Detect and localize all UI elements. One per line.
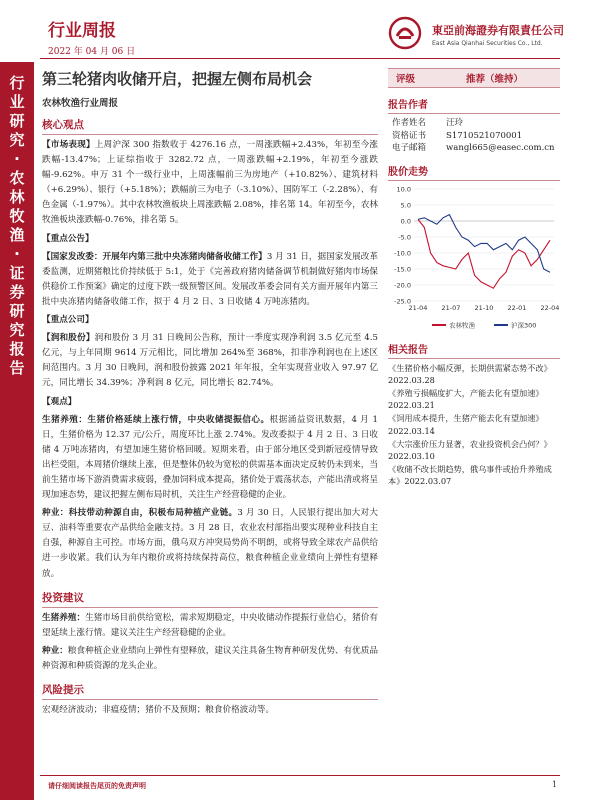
sidebar-char: 报 xyxy=(9,340,25,358)
main-column xyxy=(42,64,378,718)
page-number: 1 xyxy=(552,780,558,789)
related-heading: 相关报告 xyxy=(388,341,560,359)
author-info xyxy=(388,117,560,155)
x-tick-label: 21-07 xyxy=(441,303,461,312)
author-key: 电子邮箱 xyxy=(392,143,427,153)
pig-text: 根据涌益资讯数据，4 月 1 日，生猪价格为 12.37 元/公斤，周度环比上涨 2.74%。发改委拟于 4 月 2 日、3 日收储 4 万吨冻猪肉，有望加速生猪价格回暖。短期来看，由于部分地区受到新冠疫情导致出栏受阻，本周猪价继续上涨，但是整体仍较为宽松的供需基本面决定反转仍未到来，当前生猪市场下游消费需求疲弱，叠加饲料成本提高，猪价处于震荡状态，产能出清或将呈现加速态势，建议把握左侧布局时机，关注生产经营稳健的企业。 xyxy=(42,414,378,501)
sidebar-char: 业 xyxy=(9,93,25,111)
seed-paragraph xyxy=(42,506,378,581)
policy-paragraph xyxy=(42,250,378,310)
logo-icon xyxy=(388,16,422,50)
sidebar-char: 研 xyxy=(9,112,25,130)
series-line xyxy=(418,219,550,288)
sidebar-char: 券 xyxy=(9,283,25,301)
price-trend-heading: 股价走势 xyxy=(388,163,560,181)
logo-name-cn: 東亞前海證券有限責任公司 xyxy=(432,24,564,37)
y-tick-label: -20.0 xyxy=(394,281,411,289)
risk-text: 宏观经济波动；非瘟疫情；猪价不及预期；粮食价格波动等。 xyxy=(42,705,275,715)
view-tag: 【观点】 xyxy=(42,396,77,407)
sidebar-char: 究 xyxy=(9,131,25,149)
author-heading: 报告作者 xyxy=(388,96,560,114)
sidebar-char: 农 xyxy=(9,169,25,187)
price-trend-svg xyxy=(388,183,560,333)
sidebar-char: · xyxy=(14,150,20,168)
sidebar-char: 牧 xyxy=(9,207,25,225)
x-tick-label: 21-10 xyxy=(474,303,494,312)
seed-text: 3 月 30 日，人民银行提出加大对大豆、油料等重要农产品供给金融支持。3 月 28 日，农业农村部指出要实现种业科技自主自强，种源自主可控。市场方面，俄乌双方冲突局势尚不明朗，或将导致全球农产品供给进一步收紧。我们认为年内粮价或将持续保持高位，粮食种植企业业绩向上弹性有望释放。 xyxy=(42,508,378,579)
seed-tag: 种业：科技带动种源自由，积极布局种植产业链。 xyxy=(42,508,238,519)
x-tick-label: 22-04 xyxy=(540,303,560,312)
y-tick-label: -10.0 xyxy=(394,249,411,257)
related-report-link[interactable]: 《饲用成本提升，生猪产能去化有望加速》2022.03.14 xyxy=(388,413,544,436)
related-report-link[interactable]: 《生猪价格小幅反弹，长期供需紧态势不改》2022.03.28 xyxy=(388,362,552,385)
invest-advice-heading: 投资建议 xyxy=(42,590,378,608)
runhe-paragraph xyxy=(42,331,378,391)
market-tag: 【市场表现】 xyxy=(42,140,95,150)
y-tick-label: 5.0 xyxy=(400,201,411,209)
header-title: 行业周报 xyxy=(48,21,116,41)
author-row xyxy=(388,117,560,130)
author-key: 作者姓名 xyxy=(392,118,427,128)
rating-bar xyxy=(388,68,560,88)
header-divider xyxy=(40,58,560,59)
sidebar-vertical-label xyxy=(0,62,34,800)
focus-tag: 【重点公告】 xyxy=(42,233,94,244)
y-tick-label: -5.0 xyxy=(398,233,411,241)
report-date: 2022 年 04 月 06 日 xyxy=(48,47,136,57)
sidebar-char: 行 xyxy=(9,74,25,92)
y-tick-label: -25.0 xyxy=(394,297,411,305)
x-tick-label: 22-01 xyxy=(507,303,527,312)
y-tick-label: 10.0 xyxy=(396,185,411,193)
author-email: wangl665@easec.com.cn xyxy=(446,143,555,153)
market-text: 上周沪深 300 指数收于 4276.16 点，一周涨跌幅+2.43%，年初至今涨跌幅-13.47%；上证综指收于 3282.72 点，一周涨跌幅+2.19%，年初至今涨跌幅-9.62%。申万 31 个一级行业中，上周涨幅前三为房地产（+10.82%）、建筑材料（+6.29%）、银行（+5.18%）；跌幅前三为电子（-3.10%）、国防军工（-2.28%）、有色金属（-1.97%）。其中农林牧渔板块上周涨跌幅 2.08%，排名第 14。年初至今，农林牧渔板块涨跌幅-0.76%，排名第 5。 xyxy=(42,140,379,226)
risk-heading: 风险提示 xyxy=(42,682,378,700)
sidebar-char: 林 xyxy=(9,188,25,206)
runhe-tag: 【润和股份】 xyxy=(42,333,95,344)
report-subtitle: 农林牧渔行业周报 xyxy=(42,98,119,109)
author-value: 汪玲 xyxy=(446,118,464,128)
related-report-link[interactable]: 《收储不改长期趋势，俄乌事件或抬升养殖成本》2022.03.07 xyxy=(388,464,552,487)
sidebar-char: 证 xyxy=(9,264,25,282)
company-logo xyxy=(388,10,578,54)
adv-pig-tag: 生猪养殖： xyxy=(42,612,86,623)
adv-seed-text: 粮食种植企业业绩向上弹性有望释放，建议关注具备生物育种研发优势、有优质品种资源和种质资源的龙头企业。 xyxy=(42,645,378,671)
adv-pig-text: 生猪市场目前供给宽松，需求短期稳定，中央收储动作提振行业信心，猪价有望延续上涨行情。建议关注生产经营稳健的企业。 xyxy=(42,612,378,638)
rating-value: 推荐（维持） xyxy=(466,74,524,85)
sidebar-char: 告 xyxy=(9,359,25,377)
footer-divider xyxy=(40,775,560,776)
adv-seed-tag: 种业： xyxy=(42,645,68,656)
price-trend-chart xyxy=(388,183,560,333)
pig-tag: 生猪养殖：生猪价格延续上涨行情，中央收储提振信心。 xyxy=(42,414,270,425)
sidebar-char: 究 xyxy=(9,321,25,339)
related-report-link[interactable]: 《养殖亏损幅度扩大，产能去化有望加速》2022.03.21 xyxy=(388,387,544,411)
right-column xyxy=(388,64,560,489)
related-report-link[interactable]: 《大宗涨价压力显著，农业投资机会凸何？》2022.03.10 xyxy=(388,438,552,461)
report-title: 第三轮猪肉收储开启，把握左侧布局机会 xyxy=(42,70,313,88)
core-view-heading: 核心观点 xyxy=(42,117,378,135)
sidebar-char: 研 xyxy=(9,302,25,320)
legend-label: 沪深300 xyxy=(511,321,537,329)
legend-label: 农林牧渔 xyxy=(449,321,475,329)
disclaimer-note: 请仔细阅读报告尾页的免责声明 xyxy=(48,782,146,790)
sidebar-char: · xyxy=(14,245,20,263)
policy-text: 3 月 31 日，据国家发展改革委监测，近期猪粮比价持续低于 5:1，处于《完善政府猪肉储备调节机制做好猪肉市场保供稳价工作预案》确定的过度下跌一级预警区间。发展改革委会同有关方面开展年内第三批中央冻猪肉储备收储工作，拟于 4 月 2 日、3 日收储 4 万吨冻猪肉。 xyxy=(42,251,378,307)
author-row xyxy=(388,130,560,143)
adv-seed-paragraph xyxy=(42,644,378,674)
y-tick-label: 0.0 xyxy=(400,217,411,225)
market-paragraph xyxy=(42,138,378,229)
pig-paragraph xyxy=(42,413,378,504)
author-row xyxy=(388,142,560,155)
policy-tag: 【国家发改委：开展年内第三批中央冻猪肉储备收储工作】 xyxy=(42,251,267,262)
logo-name-en: East Asia Qianhai Securities Co., Ltd. xyxy=(432,40,543,47)
rating-label: 评级 xyxy=(396,74,416,85)
author-value: S1710521070001 xyxy=(446,130,523,141)
adv-pig-paragraph xyxy=(42,611,378,641)
y-tick-label: -15.0 xyxy=(394,265,411,273)
company-tag: 【重点公司】 xyxy=(42,315,94,326)
sidebar-char: 渔 xyxy=(9,226,25,244)
runhe-text: 润和股份 3 月 31 日晚间公告称，预计一季度实现净利润 3.5 亿元至 4.5 亿元，与上年同期 9614 万元相比，同比增加 264%至 368%，扣非净利润也在上述区间范围内。3 月 30 日晚间，润和股份披露 2021 年年报，全年实现营业收入 97.97 亿元，同比增长 34.39%；净利润 8 亿元，同比增长 82.74%。 xyxy=(42,333,378,389)
x-tick-label: 21-04 xyxy=(408,303,428,312)
author-key: 资格证书 xyxy=(392,130,427,141)
related-list xyxy=(388,362,560,488)
